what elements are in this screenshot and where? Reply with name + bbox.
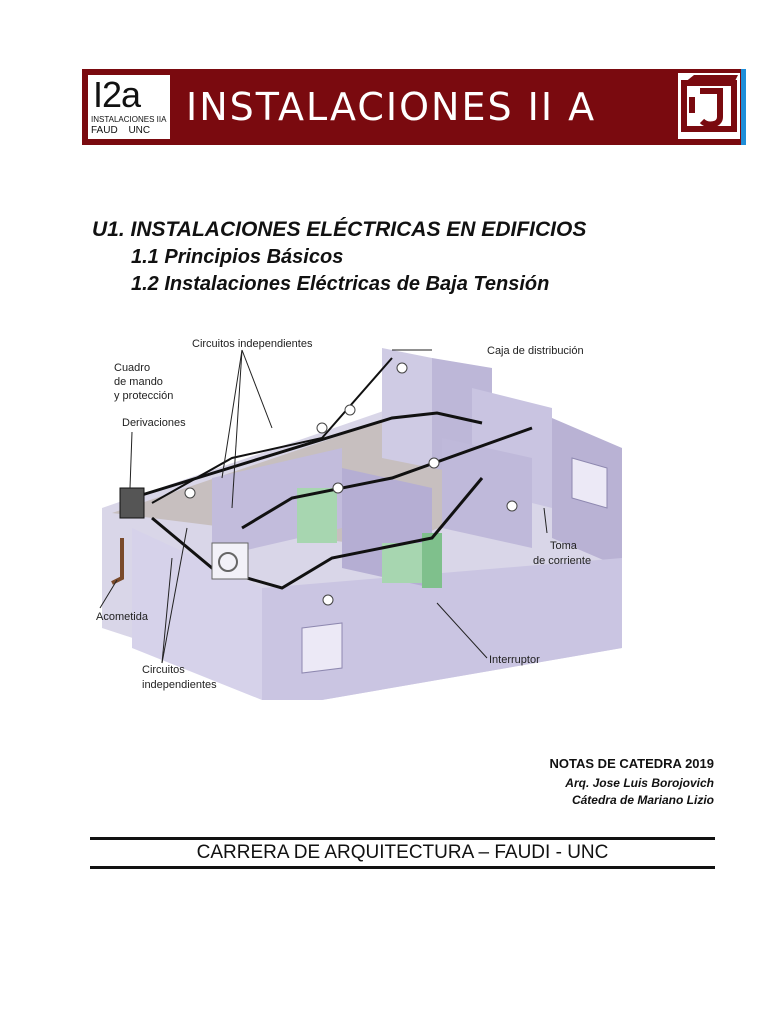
lamp <box>317 423 327 433</box>
lamp <box>345 405 355 415</box>
label-circuitos-bottom-2: independientes <box>142 679 217 691</box>
label-cuadro-1: Cuadro <box>114 362 151 374</box>
label-circuitos-top: Circuitos independientes <box>192 338 313 350</box>
header-banner <box>82 69 746 145</box>
label-toma-2: de corriente <box>533 555 592 567</box>
label-cuadro-2: de mando <box>114 376 163 388</box>
notes-author: Arq. Jose Luis Borojovich <box>565 776 714 790</box>
label-cuadro-3: y protección <box>114 390 174 402</box>
label-derivaciones: Derivaciones <box>122 417 186 429</box>
logo <box>88 75 170 139</box>
subheading-1: 1.1 Principios Básicos <box>131 246 344 268</box>
distribution-board <box>120 488 144 518</box>
label-caja: Caja de distribución <box>487 345 584 357</box>
lamp <box>333 483 343 493</box>
divider-bottom <box>90 866 715 869</box>
notes-title: NOTAS DE CATEDRA 2019 <box>549 756 714 771</box>
window-front <box>302 623 342 673</box>
divider-top <box>90 837 715 840</box>
faud-emblem-icon <box>678 73 740 139</box>
lamp <box>397 363 407 373</box>
lamp <box>507 501 517 511</box>
footer-text: CARRERA DE ARQUITECTURA – FAUDI - UNC <box>196 842 609 863</box>
logo-subtitle: INSTALACIONES IIA <box>91 115 167 124</box>
banner-title: INSTALACIONES II A <box>186 85 597 129</box>
lamp <box>429 458 439 468</box>
subheading-2: 1.2 Instalaciones Eléctricas de Baja Tensión <box>131 273 550 295</box>
unit-heading: U1. INSTALACIONES ELÉCTRICAS EN EDIFICIOS <box>92 218 587 241</box>
door-3 <box>422 533 442 588</box>
lamp <box>185 488 195 498</box>
label-acometida: Acometida <box>96 611 148 623</box>
lamp <box>323 595 333 605</box>
electrical-installation-illustration <box>92 328 632 700</box>
washing-machine <box>212 543 248 579</box>
logo-mark: I2a <box>93 74 141 115</box>
label-toma-1: Toma <box>550 540 577 552</box>
logo-institution: FAUD UNC <box>91 125 151 136</box>
label-circuitos-bottom-1: Circuitos <box>142 664 185 676</box>
notes-chair: Cátedra de Mariano Lizio <box>571 793 714 807</box>
label-interruptor: Interruptor <box>489 654 540 666</box>
